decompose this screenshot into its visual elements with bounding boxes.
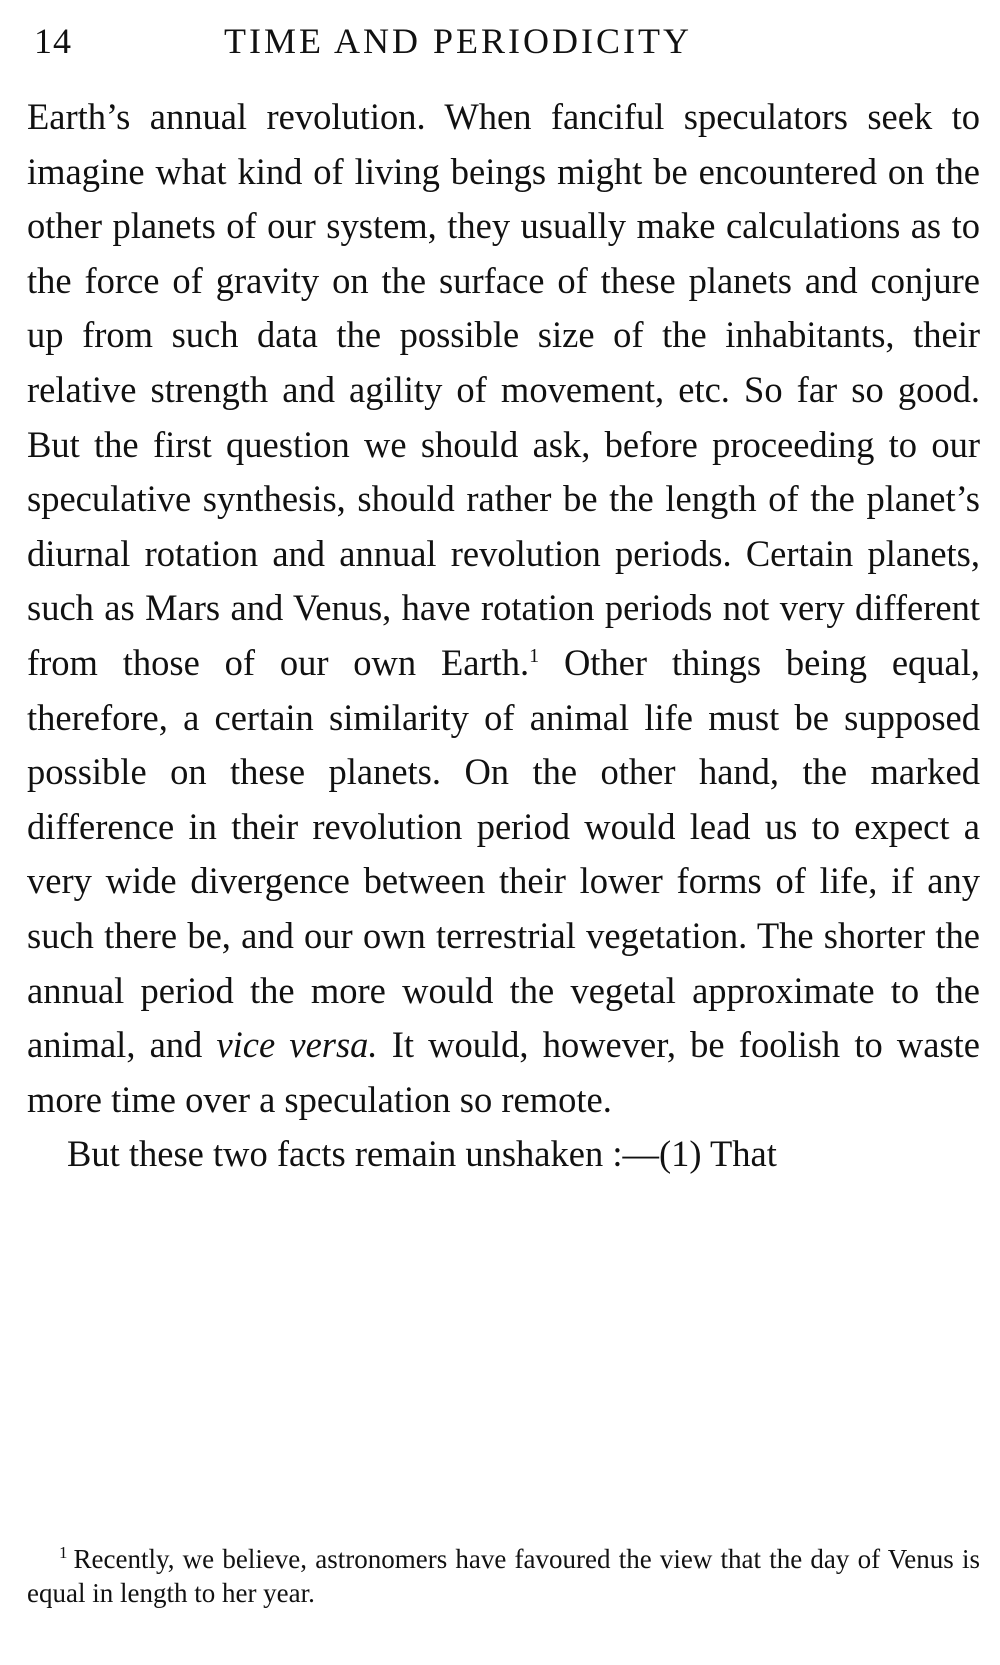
paragraph-1-text-a: Earth’s annual revolution. When fanciful speculators seek to imagine what kind of living beings might be encountered on the other planets of our system, they usually make calculations as to the force of gravity on the surface of these planets and conjure up from such data the possible size of the inhabitants, their relative strength and agility of movement, etc. So far so good. But the first question we should ask, before proceeding to our speculative synthesis, should rather be the length of the planet’s diurnal rotation and annual revolution periods. Certain planets, such as Mars and Venus, have rotation periods not very different from those of our own Earth. bbox=[27, 96, 980, 683]
body-text bbox=[27, 90, 980, 1182]
paragraph-1 bbox=[27, 90, 980, 1127]
footnote bbox=[27, 1542, 980, 1610]
paragraph-2: But these two facts remain unshaken :—(1) That bbox=[67, 1133, 777, 1175]
page-number: 14 bbox=[34, 21, 72, 61]
paragraph-1-text-b: Other things being equal, therefore, a certain similarity of animal life must be supposed possible on these planets. On the other hand, the marked difference in their revolution period would lead us to expect a very wide divergence between their lower forms of life, if any such there be, and our own terrestrial vegetation. The shorter the annual period the more would the vegetal approximate to the animal, and bbox=[27, 641, 980, 1066]
footnote-reference[interactable]: 1 bbox=[529, 644, 540, 667]
footnote-marker: 1 bbox=[59, 1543, 68, 1562]
paragraph-1-text-c: It would, however, be foolish to waste more time over a speculation so remote. bbox=[27, 1024, 980, 1120]
footnote-paragraph bbox=[27, 1542, 980, 1610]
running-title: TIME AND PERIODICITY bbox=[224, 21, 692, 61]
italic-phrase: vice versa. bbox=[216, 1024, 378, 1066]
footnote-text: Recently, we believe, astronomers have favoured the view that the day of Venus is equal in length to her year. bbox=[27, 1544, 980, 1608]
running-head bbox=[34, 14, 966, 70]
